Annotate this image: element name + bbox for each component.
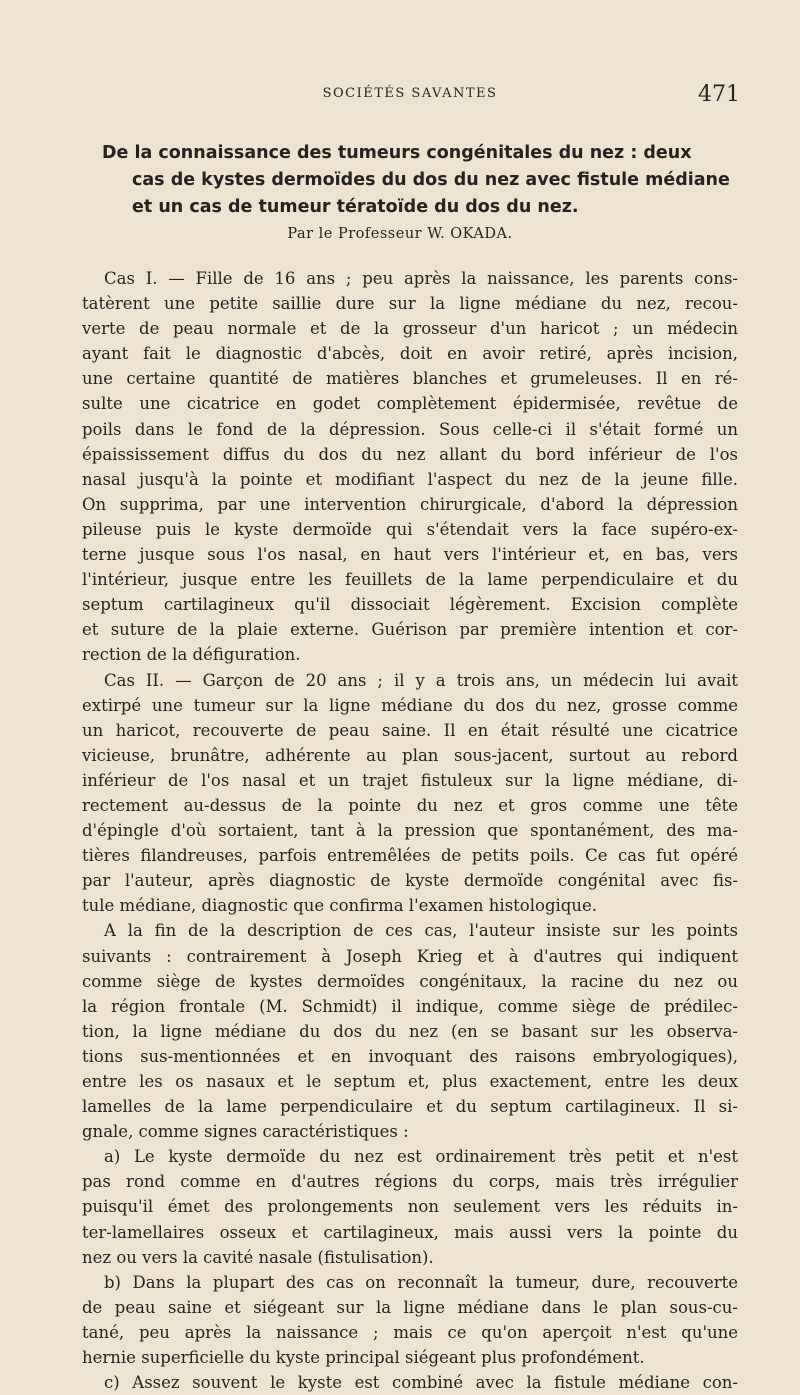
text-line: rectement au-dessus de la pointe du nez et gros comme une tête bbox=[82, 795, 738, 815]
text-line: tion, la ligne médiane du dos du nez (en se basant sur les observa- bbox=[82, 1021, 738, 1041]
author-line: Par le Professeur W. OKADA. bbox=[287, 226, 513, 242]
text-line: inférieur de l'os nasal et un trajet fistuleux sur la ligne médiane, di- bbox=[82, 770, 738, 790]
text-line: gnale, comme signes caractéristiques : bbox=[82, 1122, 409, 1142]
article-body bbox=[82, 266, 738, 1395]
title-line: cas de kystes dermoïdes du dos du nez avec fistule médiane bbox=[132, 170, 730, 190]
text-line: On supprima, par une intervention chirurgicale, d'abord la dépression bbox=[82, 494, 738, 514]
text-line: tule médiane, diagnostic que confirma l'examen histologique. bbox=[82, 896, 597, 916]
text-line: Cas I. — Fille de 16 ans ; peu après la naissance, les parents cons- bbox=[104, 269, 738, 288]
title-line: et un cas de tumeur tératoïde du dos du nez. bbox=[132, 197, 579, 217]
text-line: tané, peu après la naissance ; mais ce qu'on aperçoit n'est qu'une bbox=[82, 1322, 738, 1342]
text-line: vicieuse, brunâtre, adhérente au plan sous-jacent, surtout au rebord bbox=[82, 745, 738, 765]
text-line: septum cartilagineux qu'il dissociait légèrement. Excision complète bbox=[82, 595, 738, 615]
text-line: extirpé une tumeur sur la ligne médiane du dos du nez, grosse comme bbox=[82, 695, 738, 715]
text-line: hernie superficielle du kyste principal siégeant plus profondément. bbox=[82, 1348, 645, 1368]
text-line: b) Dans la plupart des cas on reconnaît la tumeur, dure, recouverte bbox=[104, 1272, 738, 1292]
article-title bbox=[102, 140, 742, 221]
text-line: verte de peau normale et de la grosseur d'un haricot ; un médecin bbox=[82, 319, 738, 339]
text-line: pas rond comme en d'autres régions du corps, mais très irrégulier bbox=[82, 1172, 738, 1192]
text-line: A la fin de la description de ces cas, l'auteur insiste sur les points bbox=[104, 921, 738, 941]
text-line: suivants : contrairement à Joseph Krieg et à d'autres qui indiquent bbox=[82, 946, 738, 966]
page-header bbox=[80, 82, 740, 116]
text-line: l'intérieur, jusque entre les feuillets de la lame perpendiculaire et du bbox=[82, 570, 738, 590]
text-line: nasal jusqu'à la pointe et modifiant l'aspect du nez de la jeune fille. bbox=[82, 469, 738, 489]
text-line: par l'auteur, après diagnostic de kyste dermoïde congénital avec fis- bbox=[82, 871, 738, 891]
text-line: nez ou vers la cavité nasale (fistulisation). bbox=[82, 1247, 434, 1267]
text-line: puisqu'il émet des prolongements non seulement vers les réduits in- bbox=[82, 1197, 738, 1217]
text-line: et suture de la plaie externe. Guérison par première intention et cor- bbox=[82, 620, 738, 640]
text-line: ayant fait le diagnostic d'abcès, doit en avoir retiré, après incision, bbox=[82, 344, 738, 364]
text-line: pileuse puis le kyste dermoïde qui s'étendait vers la face supéro-ex- bbox=[82, 519, 738, 539]
text-line: Cas II. — Garçon de 20 ans ; il y a trois ans, un médecin lui avait bbox=[104, 670, 738, 690]
running-head: SOCIÉTÉS SAVANTES bbox=[322, 86, 498, 101]
text-line: de peau saine et siégeant sur la ligne médiane dans le plan sous-cu- bbox=[82, 1297, 738, 1317]
text-line: une certaine quantité de matières blanches et grumeleuses. Il en ré- bbox=[82, 369, 738, 389]
text-line: sulte une cicatrice en godet complètement épidermisée, revêtue de bbox=[82, 394, 738, 414]
text-line: épaississement diffus du dos du nez allant du bord inférieur de l'os bbox=[82, 444, 738, 464]
text-line: c) Assez souvent le kyste est combiné avec la fistule médiane con- bbox=[104, 1373, 738, 1393]
text-line: tières filandreuses, parfois entremêlées de petits poils. Ce cas fut opéré bbox=[82, 846, 738, 866]
title-line: De la connaissance des tumeurs congénitales du nez : deux bbox=[102, 143, 692, 163]
text-line: un haricot, recouverte de peau saine. Il en était résulté une cicatrice bbox=[82, 720, 738, 740]
page-number: 471 bbox=[698, 82, 740, 107]
text-line: tions sus-mentionnées et en invoquant des raisons embryologiques), bbox=[82, 1046, 738, 1066]
text-line: rection de la défiguration. bbox=[82, 645, 301, 665]
text-line: d'épingle d'où sortaient, tant à la pression que spontanément, des ma- bbox=[82, 821, 738, 841]
text-line: terne jusque sous l'os nasal, en haut vers l'intérieur et, en bas, vers bbox=[82, 545, 738, 565]
text-line: ter-lamellaires osseux et cartilagineux, mais aussi vers la pointe du bbox=[82, 1222, 738, 1242]
text-line: comme siège de kystes dermoïdes congénitaux, la racine du nez ou bbox=[82, 971, 738, 991]
text-line: lamelles de la lame perpendiculaire et du septum cartilagineux. Il si- bbox=[82, 1097, 738, 1117]
text-line: la région frontale (M. Schmidt) il indique, comme siège de prédilec- bbox=[82, 996, 738, 1016]
text-line: entre les os nasaux et le septum et, plus exactement, entre les deux bbox=[82, 1072, 738, 1091]
text-line: a) Le kyste dermoïde du nez est ordinairement très petit et n'est bbox=[104, 1147, 738, 1167]
text-line: tatèrent une petite saillie dure sur la ligne médiane du nez, recou- bbox=[82, 294, 738, 314]
text-line: poils dans le fond de la dépression. Sous celle-ci il s'était formé un bbox=[82, 419, 738, 439]
